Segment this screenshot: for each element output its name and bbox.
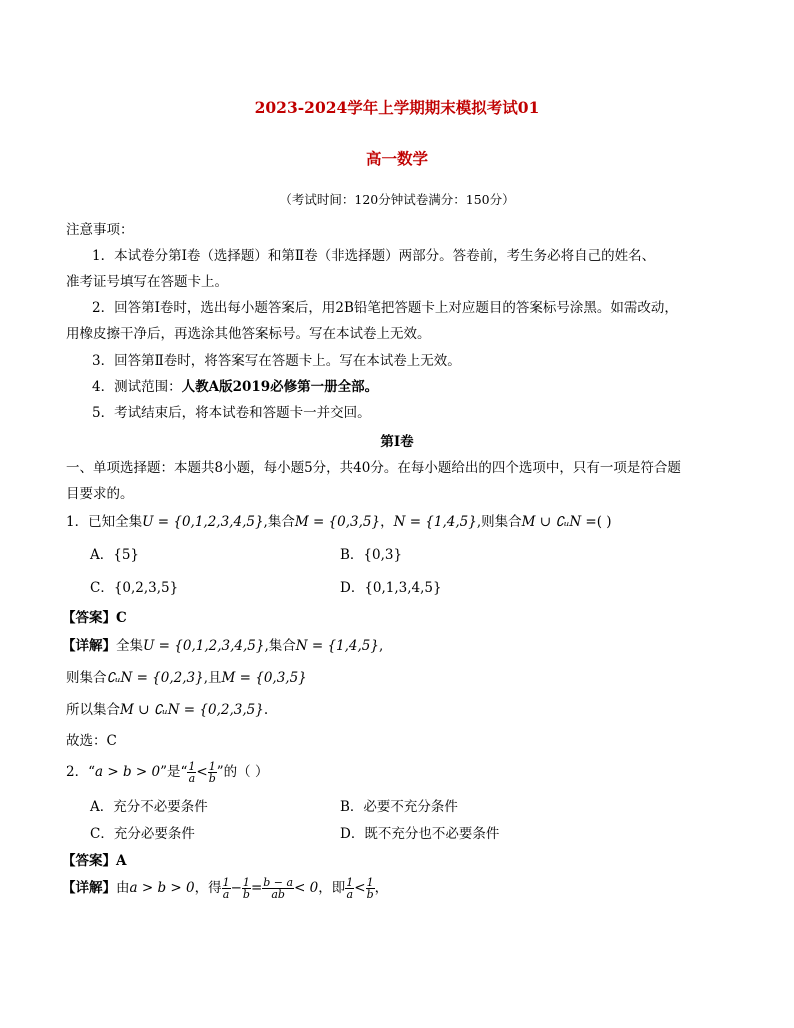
q1-detail-2d: M = {0,3,5} <box>221 670 307 686</box>
q1-detail-line-3 <box>66 698 268 718</box>
section-intro-line-1: 一、单项选择题：本题共8小题，每小题5分，共40分。在每小题给出的四个选项中，只有一项是符合题 <box>66 460 681 476</box>
q2-stem-a: 2．“ <box>66 764 95 780</box>
q2-detail-a: 由 <box>116 880 130 896</box>
q1-option-d: D．{0,1,3,4,5} <box>340 580 442 596</box>
q1-detail-3a: 所以集合 <box>66 702 120 718</box>
q2-stem-b: ”是“ <box>160 764 188 780</box>
q2-minus: − <box>230 880 242 896</box>
q1-set-n: N = {1,4,5} <box>393 514 477 530</box>
q2-detail-f5-den: b <box>366 888 374 901</box>
q1-detail-2b: ∁ᵤN = {0,2,3} <box>106 670 204 686</box>
q1-answer: 【答案】C <box>62 610 127 626</box>
q1-stem-c: ,则集合 <box>476 514 522 530</box>
q1-detail-3c: . <box>263 702 269 718</box>
q1-sep: ， <box>380 514 394 530</box>
q1-detail-3b: M ∪ ∁ᵤN = {0,2,3,5} <box>120 702 264 718</box>
q1-option-a: A．{5} <box>90 547 140 563</box>
q1-detail-1e: , <box>379 638 384 654</box>
note-2-line-1: 2．回答第Ⅰ卷时，选出每小题答案后，用2B铅笔把答题卡上对应题目的答案标号涂黑。如需改动， <box>92 300 678 316</box>
q2-frac1-den: a <box>188 772 196 785</box>
question-2-stem <box>66 760 268 784</box>
note-5: 5．考试结束后，将本试卷和答题卡一并交回。 <box>92 405 371 421</box>
q1-detail-1c: ,集合 <box>264 638 296 654</box>
q2-detail-less-than: < <box>354 880 366 896</box>
note-1-line-2: 准考证号填写在答题卡上。 <box>66 274 228 290</box>
exam-info: （考试时间：120分钟试卷满分：150分） <box>279 192 515 207</box>
q1-option-b: B．{0,3} <box>340 547 403 563</box>
exam-title: 2023-2024学年上学期期末模拟考试01 <box>254 98 540 117</box>
q2-detail-f2-den: b <box>242 888 250 901</box>
q2-detail-b: ，得 <box>194 880 222 896</box>
q1-detail-label: 【详解】 <box>62 638 116 654</box>
q2-condition: a > b > 0 <box>95 764 161 780</box>
q2-option-a: A．充分不必要条件 <box>90 799 208 815</box>
q2-detail-frac-1-over-a-2 <box>345 877 354 900</box>
q2-detail-f2-num: 1 <box>242 876 250 889</box>
q2-stem-c: ”的（ ） <box>216 764 269 780</box>
q2-option-c: C．充分必要条件 <box>90 826 195 842</box>
note-4-prefix: 4．测试范围： <box>92 379 182 395</box>
q1-universal-set: U = {0,1,2,3,4,5} <box>142 514 264 530</box>
q2-detail-f1-num: 1 <box>222 876 230 889</box>
note-4 <box>92 375 378 395</box>
q1-set-m: M = {0,3,5} <box>294 514 381 530</box>
q2-option-b: B．必要不充分条件 <box>340 799 458 815</box>
q2-option-d: D．既不充分也不必要条件 <box>340 826 500 842</box>
q2-detail-f3-num: b − a <box>263 876 294 889</box>
q2-detail-f1-den: a <box>222 888 230 901</box>
q1-detail-1d: N = {1,4,5} <box>295 638 379 654</box>
q2-detail-f5-num: 1 <box>366 876 374 889</box>
q1-option-c: C．{0,2,3,5} <box>90 580 179 596</box>
q2-detail-frac-1-over-b <box>242 877 251 900</box>
q1-detail-line-2 <box>66 666 307 686</box>
q2-answer: 【答案】A <box>62 853 127 869</box>
q2-detail-f4-den: a <box>346 888 354 901</box>
q1-detail-2c: ,且 <box>203 670 222 686</box>
section-label: 第Ⅰ卷 <box>380 434 414 450</box>
subject-title: 高一数学 <box>365 149 428 168</box>
q2-frac2-num: 1 <box>208 760 216 773</box>
q1-expression: M ∪ ∁ᵤN = <box>521 514 597 530</box>
q2-detail-frac-1-over-a <box>222 877 231 900</box>
note-2-line-2: 用橡皮擦干净后，再选涂其他答案标号。写在本试卷上无效。 <box>66 326 431 342</box>
section-intro-line-2: 目要求的。 <box>66 486 134 502</box>
note-3: 3．回答第Ⅱ卷时，将答案写在答题卡上。写在本试卷上无效。 <box>92 353 461 369</box>
q2-detail-condition: a > b > 0 <box>129 880 195 896</box>
q2-frac1-num: 1 <box>188 760 196 773</box>
q2-detail-label: 【详解】 <box>62 880 116 896</box>
q2-detail-end: ， <box>374 880 389 896</box>
q2-detail-f4-num: 1 <box>346 876 354 889</box>
q1-detail-1b: U = {0,1,2,3,4,5} <box>143 638 265 654</box>
q2-frac-1-over-b <box>208 761 217 784</box>
q2-less-than-zero: < 0 <box>294 880 319 896</box>
note-4-scope: 人教A版2019必修第一册全部。 <box>181 379 379 395</box>
q2-detail-line <box>62 876 388 900</box>
q1-detail-line-1 <box>62 634 383 654</box>
note-1-line-1: 1．本试卷分第Ⅰ卷（选择题）和第Ⅱ卷（非选择题）两部分。答卷前，考生务必将自己的姓名、 <box>92 248 656 264</box>
q2-detail-frac-diff <box>262 877 294 900</box>
q2-equals: = <box>250 880 263 896</box>
q1-stem-a: 1．已知全集 <box>66 514 143 530</box>
q1-detail-1a: 全集 <box>116 638 143 654</box>
q1-detail-2a: 则集合 <box>66 670 107 686</box>
q2-less-than: < <box>196 764 208 780</box>
question-1-stem <box>66 510 612 530</box>
q2-detail-frac-1-over-b-2 <box>366 877 375 900</box>
q1-conclusion: 故选：C <box>66 733 117 749</box>
q2-detail-f3-den: ab <box>271 888 285 901</box>
q1-answer-blank: ( ) <box>596 514 612 530</box>
q2-frac2-den: b <box>208 772 216 785</box>
notes-heading: 注意事项： <box>66 222 134 238</box>
q2-detail-c: ，即 <box>318 880 346 896</box>
q1-stem-b: ,集合 <box>263 514 295 530</box>
